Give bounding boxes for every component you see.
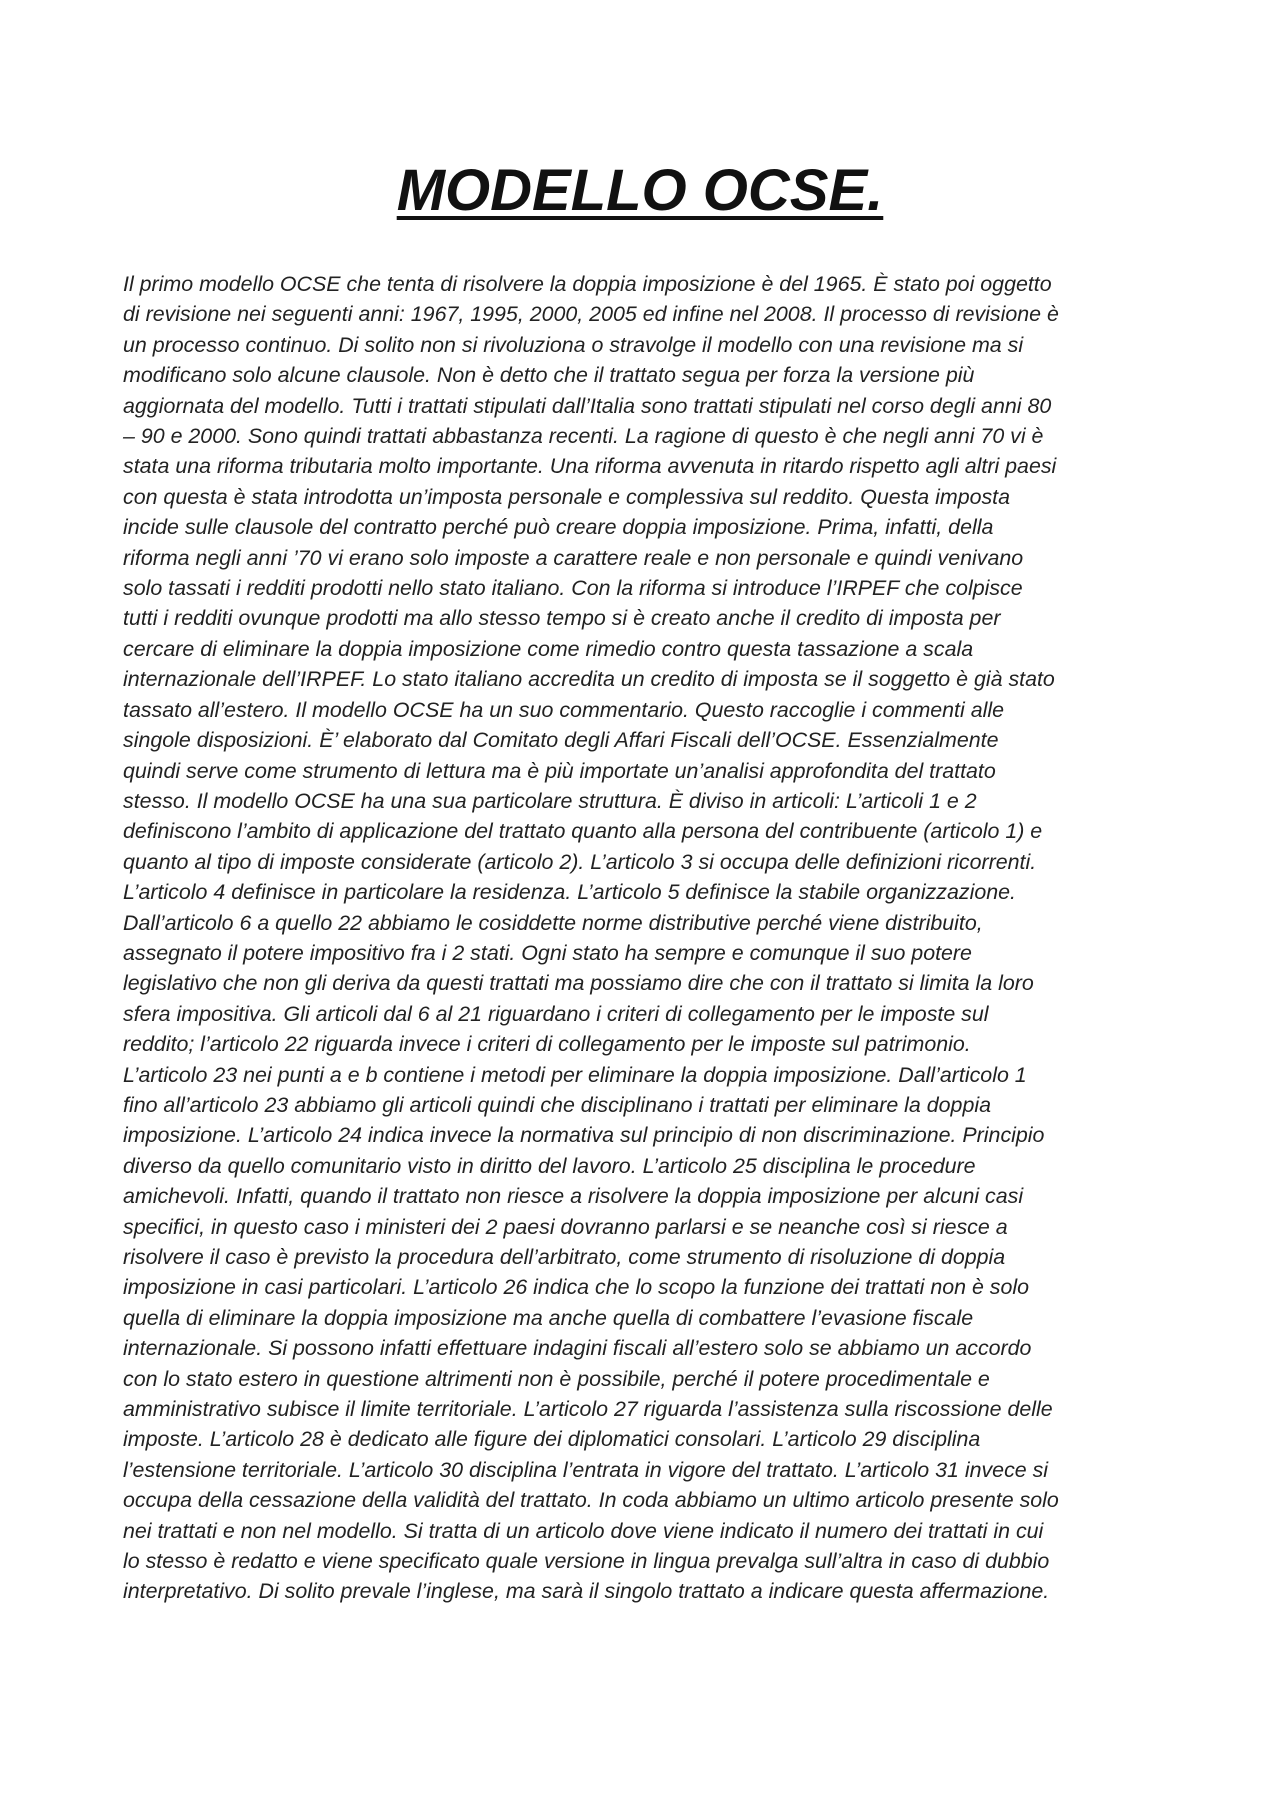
text-line: internazionale. Si possono infatti effettuare indagini fiscali all’estero solo se abbiamo un accordo [123, 1336, 1032, 1361]
text-line: Il primo modello OCSE che tenta di risolvere la doppia imposizione è del 1965. È stato poi oggetto [123, 272, 1052, 296]
text-line: tutti i redditi ovunque prodotti ma allo stesso tempo si è creato anche il credito di imposta per [123, 606, 1001, 631]
text-line: incide sulle clausole del contratto perché può creare doppia imposizione. Prima, infatti, della [123, 515, 994, 540]
text-line: definiscono l’ambito di applicazione del trattato quanto alla persona del contribuente (articolo 1) e [123, 819, 1043, 844]
body-paragraph [123, 269, 1178, 1607]
text-line: lo stesso è redatto e viene specificato quale versione in lingua prevalga sull’altra in caso di dubbio [123, 1549, 1050, 1574]
text-line: di revisione nei seguenti anni: 1967, 1995, 2000, 2005 ed infine nel 2008. Il processo di revisione è [123, 302, 1059, 327]
text-line: L’articolo 4 definisce in particolare la residenza. L’articolo 5 definisce la stabile organizzazione. [123, 880, 1016, 905]
text-line: stesso. Il modello OCSE ha una sua particolare struttura. È diviso in articoli: L’articoli 1 e 2 [123, 788, 977, 813]
text-line: un processo continuo. Di solito non si rivoluziona o stravolge il modello con una revisione ma si [123, 332, 1024, 357]
text-line: quindi serve come strumento di lettura ma è più importate un’analisi approfondita del trattato [123, 758, 996, 783]
text-line: aggiornata del modello. Tutti i trattati stipulati dall’Italia sono trattati stipulati nel corso degli anni 80 [123, 393, 1052, 418]
text-line: cercare di eliminare la doppia imposizione come rimedio contro questa tassazione a scala [123, 636, 974, 661]
text-line: imposizione. L’articolo 24 indica invece la normativa sul principio di non discriminazione. Principio [123, 1123, 1045, 1148]
text-line: quanto al tipo di imposte considerate (articolo 2). L’articolo 3 si occupa delle definizioni ricorrenti. [123, 849, 1037, 874]
text-line: sfera impositiva. Gli articoli dal 6 al 21 riguardano i criteri di collegamento per le imposte sul [123, 1001, 989, 1026]
text-line: specifici, in questo caso i ministeri dei 2 paesi dovranno parlarsi e se neanche così si riesce a [123, 1214, 1008, 1239]
text-line: quella di eliminare la doppia imposizione ma anche quella di combattere l’evasione fiscale [123, 1305, 974, 1330]
page-title [0, 156, 1280, 226]
text-line: risolvere il caso è previsto la procedura dell’arbitrato, come strumento di risoluzione di doppia [123, 1245, 1006, 1269]
text-line: riforma negli anni ’70 vi erano solo imposte a carattere reale e non personale e quindi venivano [123, 545, 1024, 570]
text-line: imposte. L’articolo 28 è dedicato alle figure dei diplomatici consolari. L’articolo 29 disciplina [123, 1427, 981, 1452]
text-line: reddito; l’articolo 22 riguarda invece i criteri di collegamento per le imposte sul patrimonio. [123, 1032, 971, 1057]
text-line: occupa della cessazione della validità del trattato. In coda abbiamo un ultimo articolo presente solo [123, 1488, 1059, 1513]
text-line: internazionale dell’IRPEF. Lo stato italiano accredita un credito di imposta se il soggetto è già stato [123, 667, 1055, 692]
text-line: l’estensione territoriale. L’articolo 30 disciplina l’entrata in vigore del trattato. L’articolo 31 invece si [123, 1457, 1049, 1482]
text-line: singole disposizioni. È’ elaborato dal Comitato degli Affari Fiscali dell’OCSE. Essenzialmente [123, 728, 999, 753]
text-line: con lo stato estero in questione altrimenti non è possibile, perché il potere procedimentale e [123, 1366, 990, 1391]
text-line: fino all’articolo 23 abbiamo gli articoli quindi che disciplinano i trattati per eliminare la doppia [123, 1092, 991, 1117]
text-line: tassato all’estero. Il modello OCSE ha un suo commentario. Questo raccoglie i commenti alle [123, 697, 1004, 722]
text-line: stata una riforma tributaria molto importante. Una riforma avvenuta in ritardo rispetto agli altri paesi [123, 454, 1057, 479]
text-line: nei trattati e non nel modello. Si tratta di un articolo dove viene indicato il numero dei trattati in cui [123, 1518, 1044, 1543]
text-line: amichevoli. Infatti, quando il trattato non riesce a risolvere la doppia imposizione per alcuni casi [123, 1184, 1024, 1209]
text-line: solo tassati i redditi prodotti nello stato italiano. Con la riforma si introduce l’IRPEF che colpisce [123, 576, 1023, 601]
text-line: Dall’articolo 6 a quello 22 abbiamo le cosiddette norme distributive perché viene distribuito, [123, 910, 983, 935]
text-line: modificano solo alcune clausole. Non è detto che il trattato segua per forza la versione più [123, 363, 975, 388]
text-line: diverso da quello comunitario visto in diritto del lavoro. L’articolo 25 disciplina le procedure [123, 1153, 976, 1178]
text-line: – 90 e 2000. Sono quindi trattati abbastanza recenti. La ragione di questo è che negli anni 70 vi è [123, 424, 1044, 449]
text-line: interpretativo. Di solito prevale l’inglese, ma sarà il singolo trattato a indicare questa affermazione. [123, 1579, 1050, 1604]
page-title-text: MODELLO OCSE. [396, 158, 884, 223]
text-line: imposizione in casi particolari. L’articolo 26 indica che lo scopo la funzione dei trattati non è solo [123, 1275, 1030, 1300]
text-line: amministrativo subisce il limite territoriale. L’articolo 27 riguarda l’assistenza sulla riscossione delle [123, 1397, 1053, 1422]
text-line: L’articolo 23 nei punti a e b contiene i metodi per eliminare la doppia imposizione. Dall’articolo 1 [123, 1062, 1027, 1087]
text-line: con questa è stata introdotta un’imposta personale e complessiva sul reddito. Questa imposta [123, 484, 1011, 509]
text-line: assegnato il potere impositivo fra i 2 stati. Ogni stato ha sempre e comunque il suo potere [123, 940, 972, 965]
text-line: legislativo che non gli deriva da questi trattati ma possiamo dire che con il trattato si limita la loro [123, 971, 1034, 996]
